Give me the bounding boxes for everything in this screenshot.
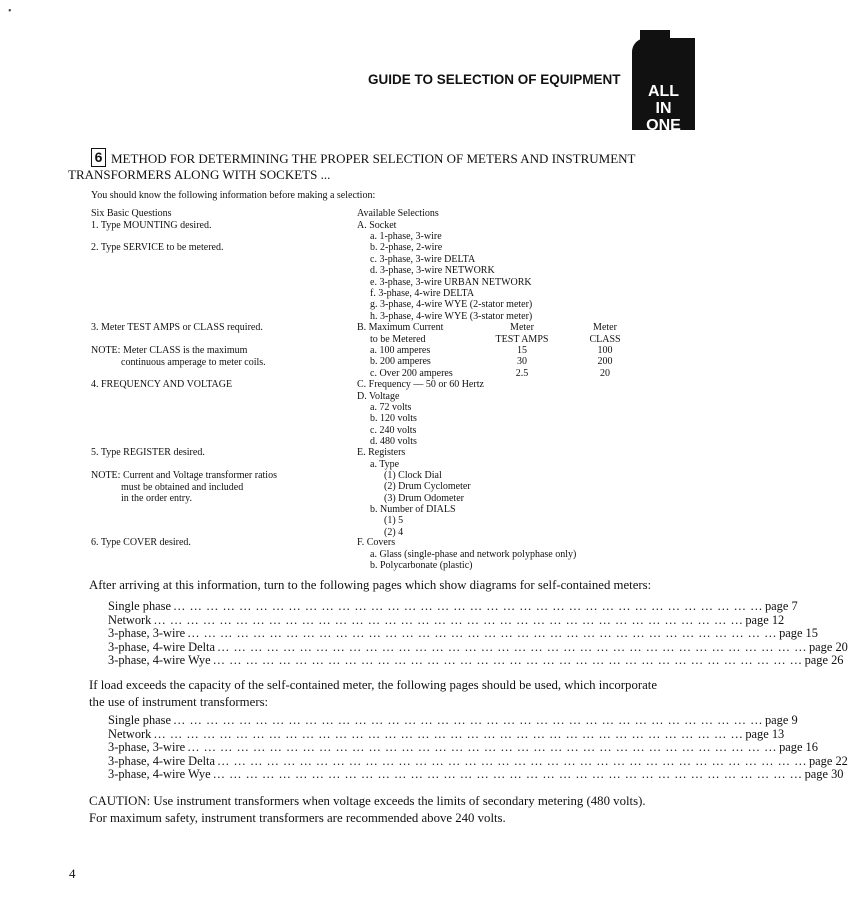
socket-option: h. 3-phase, 4-wire WYE (3-stator meter) [370,310,533,322]
dials-option: (1) 5 [384,515,404,527]
current-row-test-amps: 30 [517,356,527,368]
toc-entry-label: 3-phase, 3-wire [108,740,186,755]
question-1: 1. Type MOUNTING desired. [91,219,212,231]
load-exceeds-text: If load exceeds the capacity of the self-contained meter, the following pages should be used, which incorporate the use of instrument transformers: [89,678,658,709]
toc-entry-label: 3-phase, 4-wire Delta [108,639,215,654]
voltage-option: d. 480 volts [370,436,417,448]
dials-option: (2) 4 [384,526,404,538]
register-type-option: (3) Drum Odometer [384,492,464,504]
class-header-line1: Meter [593,322,617,333]
toc-entry-page: page 13 [745,726,785,741]
socket-option: a. 1-phase, 3-wire [370,231,442,242]
toc-entry [108,653,844,668]
selection-f-covers: F. Covers [357,537,396,548]
voltage-option: a. 72 volts [370,402,412,413]
register-type-heading: a. Type [370,458,400,470]
toc-leader-dots: … … … … … … … … … … … … … … … … … … … … … … … … … … … … … … … … … … … … [187,740,778,755]
toc-entry-label: Network [108,726,152,741]
toc-entry-label: 3-phase, 4-wire Wye [108,767,211,782]
chapter-tab-number: 1 [640,26,671,86]
selection-d-voltage: D. Voltage [357,390,400,402]
toc-leader-dots: … … … … … … … … … … … … … … … … … … … … … … … … … … … … … … … … … … … … [212,767,803,782]
toc-leader-dots: … … … … … … … … … … … … … … … … … … … … … … … … … … … … … … … … … … … … [172,713,763,727]
section-number-box: 6 [91,148,106,167]
note-class-line2: continuous amperage to meter coils. [121,356,266,368]
toc-entry-page: page 16 [779,740,818,755]
selection-c-frequency: C. Frequency — 50 or 60 Hertz [357,379,484,390]
toc-leader-dots: … … … … … … … … … … … … … … … … … … … … … … … … … … … … … … … … … … … … [172,599,763,613]
voltage-option: b. 120 volts [370,413,417,425]
note-ratios-line2: must be obtained and included [121,481,244,493]
voltage-option: c. 240 volts [370,424,417,436]
current-row-label: a. 100 amperes [370,345,431,356]
toc-leader-dots: … … … … … … … … … … … … … … … … … … … … … … … … … … … … … … … … … … … … [217,639,807,654]
socket-option: d. 3-phase, 3-wire NETWORK [370,265,495,277]
current-row-class: 100 [597,345,613,356]
selection-b-subtitle: to be Metered [370,333,426,345]
toc-entry-page: page 12 [745,612,785,627]
toc-entry [108,753,848,769]
socket-option: b. 2-phase, 2-wire [370,242,443,254]
toc-entry-label: 3-phase, 4-wire Delta [108,753,215,768]
register-type-option: (1) Clock Dial [384,470,442,481]
selection-a-socket: A. Socket [357,219,397,231]
register-type-option: (2) Drum Cyclometer [384,481,471,493]
test-amps-header-line2: TEST AMPS [495,333,549,345]
note-ratios-line1: NOTE: Current and Voltage transformer ratios [91,470,277,481]
current-row-test-amps: 2.5 [515,367,529,379]
instrument-transformer-page-list [108,713,848,782]
toc-entry-page: page 22 [808,753,848,768]
toc-entry [108,599,798,614]
toc-entry-label: Single phase [108,713,171,727]
socket-option: g. 3-phase, 4-wire WYE (2-stator meter) [370,299,533,311]
toc-entry [108,726,785,742]
current-row-test-amps: 15 [517,345,527,356]
section-title: METHOD FOR DETERMINING THE PROPER SELECTION OF METERS AND INSTRUMENT TRANSFORMERS ALONG WITH SOCKETS ... [68,151,636,182]
toc-entry-label: Network [108,612,152,627]
toc-entry [108,740,818,755]
caution-text: CAUTION: Use instrument transformers when voltage exceeds the limits of secondary metering (480 volts). For maximum safety, instrument transformers are recommended above 240 volts. [89,794,646,825]
toc-entry [108,626,818,641]
available-selections-heading: Available Selections [357,208,439,219]
toc-entry [108,639,848,655]
note-class-line1: NOTE: Meter CLASS is the maximum [91,345,248,356]
chapter-tab-label [632,83,695,134]
intro-text: You should know the following information before making a selection: [91,190,376,201]
class-header-line2: CLASS [589,333,621,345]
cover-option: b. Polycarbonate (plastic) [370,560,473,571]
selection-e-registers: E. Registers [357,447,406,458]
page-number: 4 [69,866,76,881]
socket-option: c. 3-phase, 3-wire DELTA [370,253,476,265]
toc-leader-dots: … … … … … … … … … … … … … … … … … … … … … … … … … … … … … … … … … … … … [153,612,744,627]
question-2: 2. Type SERVICE to be metered. [91,242,224,253]
toc-entry-page: page 15 [779,626,818,641]
cover-option: a. Glass (single-phase and network polyphase only) [370,548,577,560]
toc-entry-page: page 30 [804,767,844,782]
after-arriving-text: After arriving at this information, turn to the following pages which show diagrams for self-contained meters: [89,578,652,592]
socket-option: f. 3-phase, 4-wire DELTA [370,288,475,299]
toc-leader-dots: … … … … … … … … … … … … … … … … … … … … … … … … … … … … … … … … … … … … [153,726,744,741]
toc-leader-dots: … … … … … … … … … … … … … … … … … … … … … … … … … … … … … … … … … … … … [212,653,803,668]
six-questions-heading: Six Basic Questions [91,208,172,219]
question-6: 6. Type COVER desired. [91,537,191,548]
question-5: 5. Type REGISTER desired. [91,447,205,458]
socket-option: e. 3-phase, 3-wire URBAN NETWORK [370,276,532,288]
toc-entry [108,767,844,782]
current-row-class: 20 [600,367,610,379]
current-row-label: b. 200 amperes [370,356,431,368]
current-row-class: 200 [597,356,613,368]
toc-leader-dots: … … … … … … … … … … … … … … … … … … … … … … … … … … … … … … … … … … … … [187,626,778,641]
question-4: 4. FREQUENCY AND VOLTAGE [91,379,233,390]
note-ratios-line3: in the order entry. [121,493,192,504]
question-3: 3. Meter TEST AMPS or CLASS required. [91,322,263,333]
guide-title: GUIDE TO SELECTION OF EQUIPMENT [368,72,621,87]
tab-line-in: IN [655,100,672,117]
toc-entry-label: Single phase [108,599,171,613]
toc-entry-label: 3-phase, 3-wire [108,626,186,641]
toc-entry-page: page 7 [764,599,798,613]
tab-line-one: ONE [646,117,681,134]
dials-heading: b. Number of DIALS [370,504,456,515]
toc-entry-page: page 20 [808,639,848,654]
toc-entry-label: 3-phase, 4-wire Wye [108,653,211,668]
toc-entry [108,612,785,628]
corner-mark: • [8,6,12,17]
toc-entry-page: page 26 [804,653,844,668]
toc-entry-page: page 9 [764,713,798,727]
current-row-label: c. Over 200 amperes [370,367,453,379]
toc-entry [108,713,798,728]
tab-line-all: ALL [647,83,680,100]
self-contained-page-list [108,599,848,668]
selection-b-max-current: B. Maximum Current [357,322,444,333]
test-amps-header-line1: Meter [510,322,534,333]
toc-leader-dots: … … … … … … … … … … … … … … … … … … … … … … … … … … … … … … … … … … … … [217,753,807,768]
